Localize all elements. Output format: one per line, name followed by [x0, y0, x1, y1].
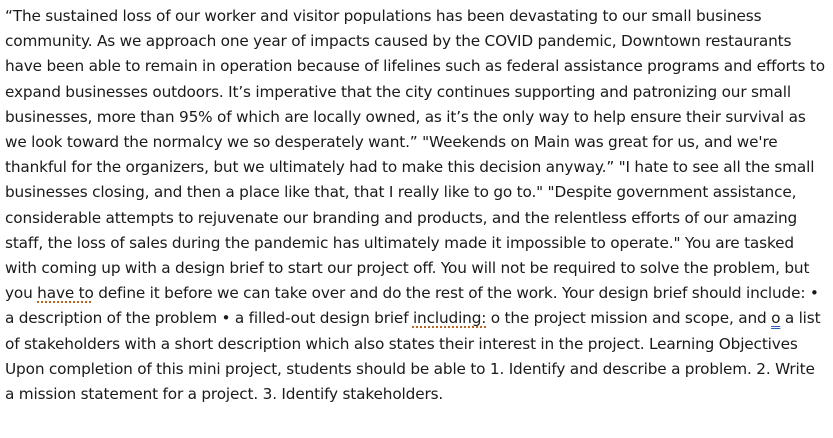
formatting-suggestion-o[interactable]: o: [771, 309, 781, 328]
paragraph-text-segment-1: “The sustained loss of our worker and visitor populations has been devastating to our small business community. As we approach one year of impacts caused by the COVID pandemic, Downtown restaurants have been able to remain in operation because of lifelines such as federal assistance programs and efforts to expand businesses outdoors. It’s imperative that the city continues supporting and patronizing our small businesses, more than 95% of which are locally owned, as it’s the only way to help ensure their survival as we look toward the normalcy we so desperately want.” "Weekends on Main was great for us, and we're thankful for the organizers, but we ultimately had to make this decision anyway.” "I hate to see all the small businesses closing, and then a place like that, that I really like to go to." "Despite government assistance, considerable attempts to rejuvenate our branding and products, and the relentless efforts of our amazing staff, the loss of sales during the pandemic has ultimately made it impossible to operate." You are tasked with coming up with a design brief to start our project off. You will not be required to solve the problem, but you: [5, 7, 825, 303]
grammar-suggestion-have-to[interactable]: have to: [37, 284, 94, 303]
paragraph-text-segment-4: a list of stakeholders with a short description which also states their interest in the project. Learning Objectives Upon completion of this mini project, students should be able to 1. Identify and describe a problem. 2. Write a mission statement for a project. 3. Identify stakeholders.: [5, 309, 821, 404]
grammar-suggestion-including[interactable]: including:: [412, 309, 487, 328]
paragraph-text-segment-3: o the project mission and scope, and: [486, 309, 772, 328]
document-paragraph[interactable]: [5, 4, 827, 407]
paragraph-text-segment-2: define it before we can take over and do the rest of the work. Your design brief should include: • a description of the problem • a filled-out design brief: [5, 284, 819, 328]
